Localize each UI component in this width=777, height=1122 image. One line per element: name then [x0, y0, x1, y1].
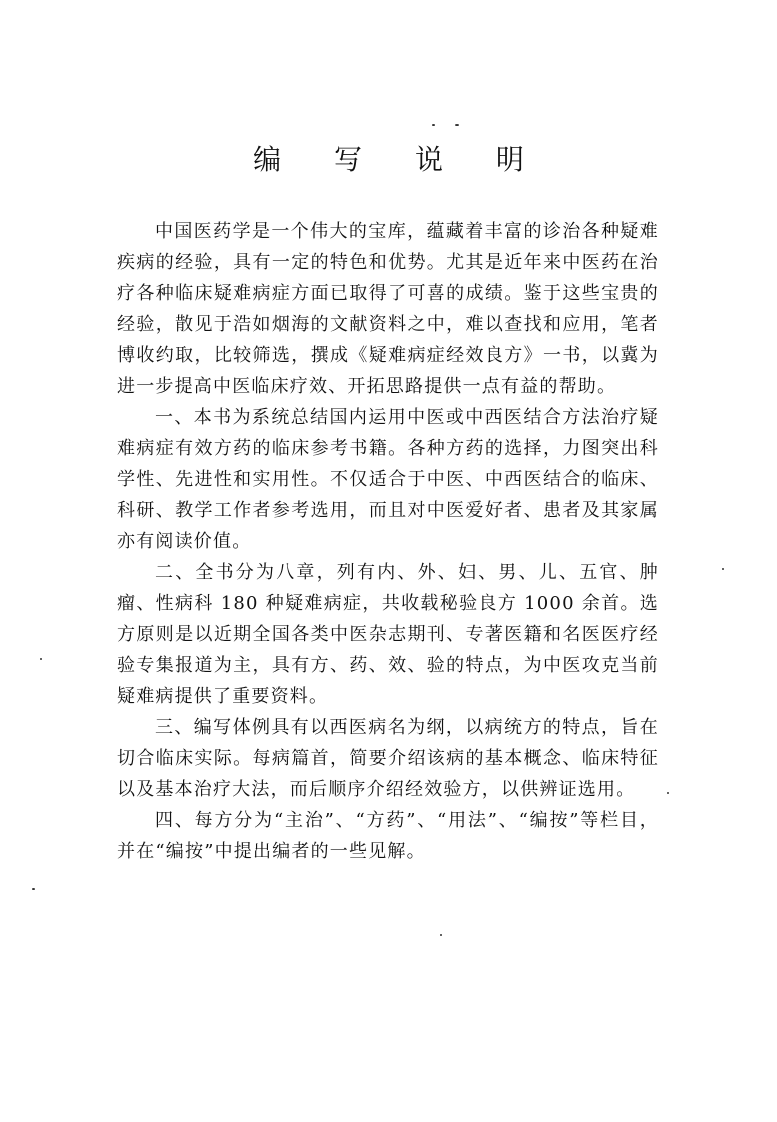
paragraph-intro: 中国医药学是一个伟大的宝库，蕴藏着丰富的诊治各种疑难疾病的经验，具有一定的特色和优势。尤其是近年来中医药在治疗各种临床疑难病症方面已取得了可喜的成绩。鉴于这些宝贵的经验，散见于浩如烟海的文献资料之中，难以查找和应用，笔者博收约取，比较筛选，撰成《疑难病症经效良方》一书，以冀为进一步提高中医临床疗效、开拓思路提供一点有益的帮助。: [117, 221, 659, 397]
paragraph-item-1: 一、本书为系统总结国内运用中医或中西医结合方法治疗疑难病症有效方药的临床参考书籍。各种方药的选择，力图突出科学性、先进性和实用性。不仅适合于中医、中西医结合的临床、科研、教学工作者参考选用，而且对中医爱好者、患者及其家属亦有阅读价值。: [117, 407, 659, 552]
scan-speck: [440, 934, 442, 936]
scan-speck: [40, 658, 42, 660]
scan-speck: [32, 888, 35, 890]
scan-speck: [667, 792, 669, 794]
scan-speck: [432, 124, 435, 126]
paragraph-item-3: 三、编写体例具有以西医病名为纲，以病统方的特点，旨在切合临床实际。每病篇首，简要介绍该病的基本概念、临床特征以及基本治疗大法，而后顺序介绍经效验方，以供辨证选用。: [117, 717, 659, 800]
body-text: [117, 216, 659, 867]
scan-speck: [722, 568, 724, 570]
page-title: 编 写 说 明: [253, 143, 546, 176]
scan-speck: [455, 124, 459, 126]
paragraph-item-4: 四、每方分为“主治”、“方药”、“用法”、“编按”等栏目，并在“编按”中提出编者的一些见解。: [117, 810, 659, 862]
paragraph-item-2: 二、全书分为八章，列有内、外、妇、男、儿、五官、肿瘤、性病科 180 种疑难病症，共收载秘验良方 1000 余首。选方原则是以近期全国各类中医杂志期刊、专著医籍和名医医疗经验专集报道为主，具有方、药、效、验的特点，为中医攻克当前疑难病提供了重要资料。: [117, 562, 659, 707]
